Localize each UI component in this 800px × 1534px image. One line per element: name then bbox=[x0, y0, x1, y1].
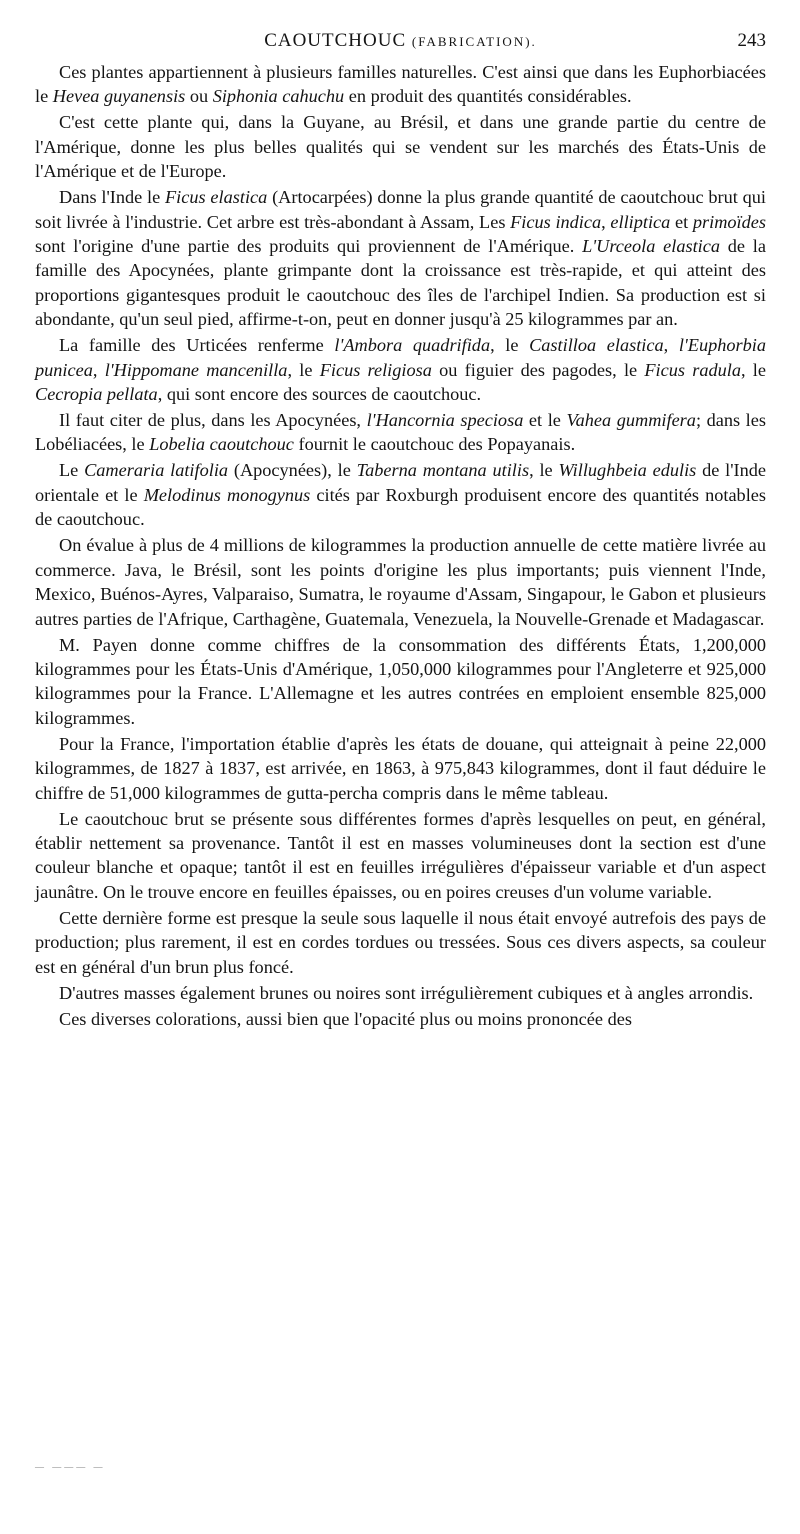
paragraph bbox=[35, 458, 766, 531]
paragraph bbox=[35, 1007, 766, 1031]
text-run: ou figuier des pagodes, le bbox=[431, 359, 645, 380]
italic-species-name: Ficus religiosa bbox=[319, 359, 432, 380]
paragraph bbox=[35, 333, 766, 406]
running-title-main: CAOUTCHOUC bbox=[264, 30, 407, 51]
paragraph bbox=[35, 110, 766, 183]
text-run: ou bbox=[185, 86, 213, 107]
italic-species-name: Cameraria latifolia bbox=[84, 460, 229, 481]
book-page bbox=[35, 24, 766, 1033]
text-run: Ces diverses colorations, aussi bien que l'opacité plus ou moins prononcée des bbox=[59, 1008, 632, 1029]
running-title bbox=[35, 30, 766, 52]
italic-species-name: l'Hancornia speciosa bbox=[366, 410, 524, 431]
footer-rule-marks: — ——— — bbox=[35, 1462, 106, 1472]
text-run: Dans l'Inde le bbox=[59, 187, 166, 208]
italic-species-name: Vahea gummifera bbox=[566, 410, 696, 431]
italic-species-name: Hevea guyanensis bbox=[52, 86, 186, 107]
italic-species-name: Taberna montana utilis bbox=[356, 460, 530, 481]
italic-species-name: l'Hippomane mancenilla bbox=[104, 359, 288, 380]
italic-species-name: Melodinus monogynus bbox=[143, 484, 311, 505]
text-run: M. Payen donne comme chiffres de la consommation des différents États, 1,200,000 kilogrammes pour les États-Unis d'Amérique, 1,050,000 kilogrammes pour l'Angleterre et 925,000 kilogrammes pour la France. L'Allemagne et les autres contrées en emploient ensemble 825,000 kilogrammes. bbox=[35, 634, 766, 728]
paragraph bbox=[35, 533, 766, 631]
paragraph bbox=[35, 807, 766, 905]
paragraph bbox=[35, 60, 766, 109]
paragraph bbox=[35, 981, 766, 1005]
text-run: On évalue à plus de 4 millions de kilogrammes la production annuelle de cette matière livrée au commerce. Java, le Brésil, sont les points d'origine les plus importants; puis viennent l'Inde, Mexico, Buénos-Ayres, Valparaiso, Sumatra, le royaume d'Assam, Singapour, le Gabon et plusieurs autres parties de l'Afrique, Carthagène, Guatemala, Venezuela, la Nouvelle-Grenade et Madagascar. bbox=[35, 535, 766, 629]
text-run: de la famille des Apocynées, plante grimpante dont la croissance est très-rapide, et qui atteint des proportions gigantesques produit le caoutchouc des îles de l'archipel Indien. Sa production est si abondante, qu'un seul pied, affirme-t-on, peut en donner jusqu'à 25 kilogrammes par an. bbox=[35, 236, 766, 330]
italic-species-name: Lobelia caoutchouc bbox=[149, 434, 294, 455]
text-run: , le bbox=[287, 359, 320, 380]
text-run: Il faut citer de plus, dans les Apocynées, bbox=[59, 410, 367, 431]
italic-species-name: L'Urceola elastica bbox=[582, 236, 720, 257]
text-run: Cette dernière forme est presque la seule sous laquelle il nous était envoyé autrefois des pays de production; plus rarement, il est en cordes tordues ou tressées. Sous ces divers aspects, sa couleur est en général d'un brun plus foncé. bbox=[35, 907, 766, 977]
italic-species-name: Ficus indica bbox=[510, 211, 602, 232]
text-run: , bbox=[663, 335, 679, 356]
italic-species-name: l'Euphorbia punicea bbox=[35, 335, 767, 380]
text-run: (Artocarpées) donne la plus grande quantité de caoutchouc brut qui soit livrée à l'industrie. Cet arbre est très-abondant à Assam, Les bbox=[35, 187, 766, 232]
text-run: , le bbox=[490, 335, 530, 356]
paragraph bbox=[35, 906, 766, 979]
paragraph bbox=[35, 408, 766, 457]
text-run: et le bbox=[523, 410, 567, 431]
italic-species-name: Siphonia cahuchu bbox=[212, 86, 345, 107]
body-text bbox=[35, 60, 766, 1031]
text-run: de l'Inde orientale et le bbox=[35, 460, 766, 505]
italic-species-name: Willughbeia edulis bbox=[558, 460, 697, 481]
text-run: cités par Roxburgh produisent encore des quantités notables de caoutchouc. bbox=[35, 484, 767, 530]
text-run: et bbox=[670, 211, 693, 232]
italic-species-name: l'Ambora quadrifida bbox=[334, 335, 491, 356]
text-run: , qui sont encore des sources de caoutchouc. bbox=[157, 384, 482, 405]
text-run: en produit des quantités considérables. bbox=[344, 86, 632, 107]
text-run: Ces plantes appartiennent à plusieurs familles naturelles. C'est ainsi que dans les Euphorbiacées le bbox=[35, 62, 766, 107]
text-run: Le caoutchouc brut se présente sous différentes formes d'après lesquelles on peut, en général, établir nettement sa provenance. Tantôt il est en masses volumineuses dont la section est d'une couleur blanche et opaque; tantôt il est en feuilles irrégulières d'épaisseur variable et d'un aspect jaunâtre. On le trouve encore en feuilles épaisses, ou en poires creuses d'un volume variable. bbox=[35, 808, 766, 902]
running-header bbox=[35, 24, 766, 60]
text-run: , le bbox=[741, 359, 767, 380]
text-run: , le bbox=[529, 460, 559, 481]
text-run: fournit le caoutchouc des Popayanais. bbox=[293, 434, 576, 455]
text-run: (Apocynées), le bbox=[228, 460, 357, 481]
text-run: ; dans les Lobéliacées, le bbox=[35, 410, 766, 455]
italic-species-name: Ficus elastica bbox=[165, 187, 268, 208]
text-run: C'est cette plante qui, dans la Guyane, au Brésil, et dans une grande partie du centre de l'Amérique, donne les plus belles qualités qui se vendent sur les marchés des États-Unis de l'Amérique et de l'Europe. bbox=[35, 112, 766, 182]
text-run: La famille des Urticées renferme bbox=[59, 335, 335, 356]
running-title-sub: (FABRICATION). bbox=[411, 34, 537, 49]
text-run: sont l'origine d'une partie des produits qui proviennent de l'Amérique. bbox=[35, 236, 583, 257]
text-run: Le bbox=[59, 460, 85, 481]
paragraph bbox=[35, 633, 766, 731]
paragraph bbox=[35, 185, 766, 331]
text-run: D'autres masses également brunes ou noires sont irrégulièrement cubiques et à angles arrondis. bbox=[59, 982, 754, 1003]
paragraph bbox=[35, 732, 766, 805]
italic-species-name: primoïdes bbox=[692, 211, 766, 232]
text-run: , bbox=[92, 359, 105, 380]
page-number: 243 bbox=[737, 30, 766, 51]
italic-species-name: elliptica bbox=[610, 211, 671, 232]
italic-species-name: Castilloa elastica bbox=[529, 335, 664, 356]
text-run: , bbox=[601, 211, 611, 232]
italic-species-name: Ficus radula bbox=[644, 359, 741, 380]
italic-species-name: Cecropia pellata bbox=[35, 384, 158, 405]
text-run: Pour la France, l'importation établie d'après les états de douane, qui atteignait à peine 22,000 kilogrammes, de 1827 à 1837, est arrivée, en 1863, à 975,843 kilogrammes, dont il faut déduire le chiffre de 51,000 kilogrammes de gutta-percha compris dans le même tableau. bbox=[35, 733, 766, 803]
